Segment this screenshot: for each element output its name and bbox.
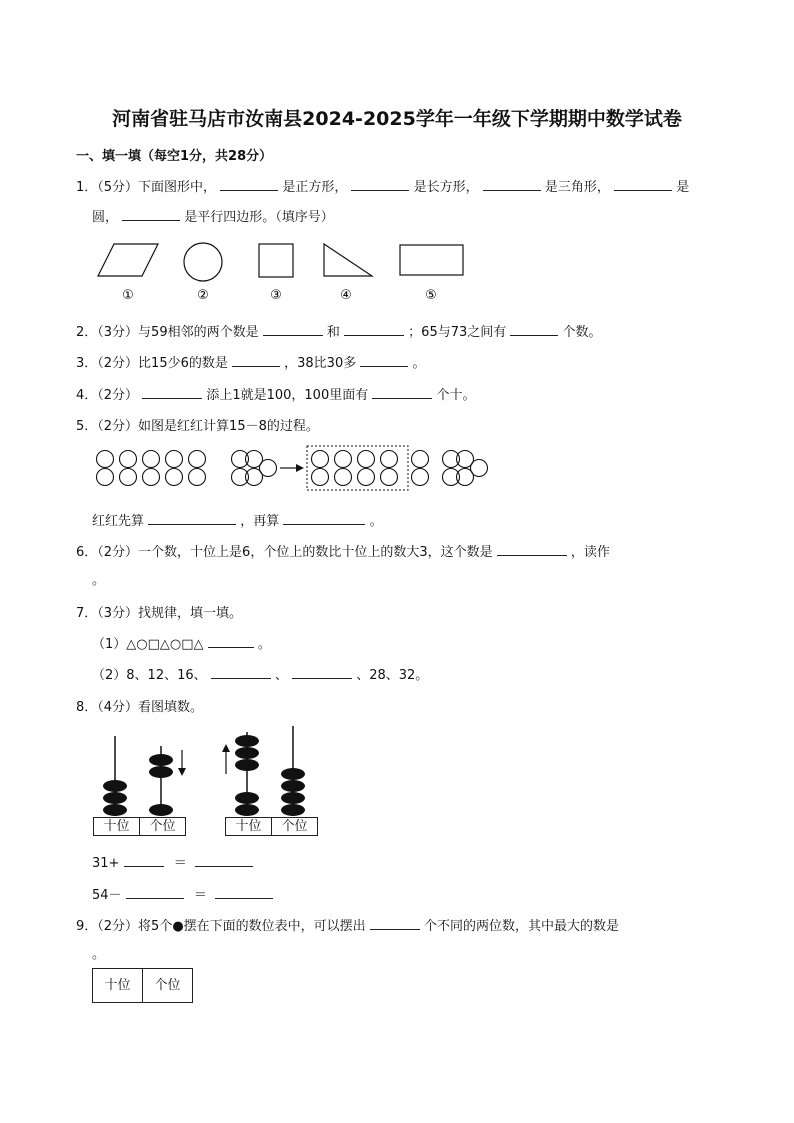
answer-blank[interactable] [232,354,280,367]
answer-blank[interactable] [195,854,253,867]
answer-blank[interactable] [220,178,278,191]
question-9-line-2: 。 [92,947,106,962]
abacus-figure [90,722,322,818]
answer-blank[interactable] [360,354,408,367]
answer-blank[interactable] [263,323,323,336]
question-5-answer [92,510,383,529]
page-title: 河南省驻马店市汝南县2024-2025学年一年级下学期期中数学试卷 [112,108,682,130]
question-5-text: ，再算 [240,514,280,529]
question-7-text: （2）8、12、16、 [92,668,207,683]
question-6-text: 6．（2分）一个数，十位上是6，个位上的数比十位上的数大3，这个数是 [76,545,493,560]
question-5-text: 红红先算 [92,514,145,529]
answer-blank[interactable] [283,512,365,525]
question-8-equation-2 [92,884,273,903]
question-6-line-2: 。 [92,573,106,588]
question-1-text: 是 [676,180,690,195]
counting-figure [90,444,500,496]
question-5-text: 。 [369,514,383,529]
question-2-text: 和 [326,325,340,340]
question-4-text: 个十。 [436,388,476,403]
shape-label: ① [122,288,134,303]
answer-blank[interactable] [148,512,236,525]
place-value-ones-cell: 个位 [142,968,193,1003]
answer-blank[interactable] [510,323,558,336]
question-9-line-1 [76,915,619,934]
answer-blank[interactable] [344,323,404,336]
question-2-text: 个数。 [562,325,602,340]
answer-blank[interactable] [372,386,432,399]
answer-blank[interactable] [370,917,420,930]
answer-blank[interactable] [483,178,541,191]
question-8-text: 31+ [92,856,120,871]
abacus-2-tens-label: 十位 [225,817,272,836]
answer-blank[interactable] [124,854,164,867]
question-7: 7．（3分）找规律，填一填。 [76,606,243,621]
question-7-text: 、 [274,668,288,683]
question-3-text: 。 [412,356,426,371]
question-8-equation-1 [92,852,253,871]
question-2-text: 2．（3分）与59相邻的两个数是 [76,325,259,340]
triangle-shape [324,244,372,276]
question-1-text: 是正方形， [282,180,348,195]
question-1-text: 是三角形， [544,180,610,195]
answer-blank[interactable] [351,178,409,191]
question-7-part-1 [92,633,271,652]
question-3-text: ，38比30多 [284,356,357,371]
question-3-text: 3．（2分）比15少6的数是 [76,356,228,371]
circle-shape [184,243,222,281]
question-7-text: 、28、32。 [356,668,429,683]
question-9-text: 个不同的两位数，其中最大的数是 [423,919,619,934]
answer-blank[interactable] [211,666,271,679]
question-7-text: 。 [257,637,271,652]
abacus-2-ones-label: 个位 [271,817,318,836]
answer-blank[interactable] [614,178,672,191]
question-6-text: ，读作 [570,545,610,560]
question-4-text: 添上1就是100，100里面有 [206,388,369,403]
question-8-text: 54－ [92,888,122,903]
shapes-figure [90,238,480,308]
question-6-line-1 [76,541,610,560]
shape-label: ② [197,288,209,303]
question-3 [76,352,426,371]
abacus-1-ones-label: 个位 [139,817,186,836]
question-2-text: ；65与73之间有 [408,325,507,340]
question-2 [76,321,602,340]
question-1-text: 是平行四边形。（填序号） [184,210,334,225]
answer-blank[interactable] [208,635,254,648]
question-9-text: 9．（2分）将5个●摆在下面的数位表中，可以摆出 [76,919,366,934]
question-1-line-2 [92,206,334,225]
question-8-text: ＝ [173,856,187,871]
question-5: 5．（2分）如图是红红计算15－8的过程。 [76,419,319,434]
question-4 [76,384,476,403]
question-4-text: 4．（2分） [76,388,139,403]
question-1-line-1 [76,176,689,195]
question-7-part-2 [92,664,428,683]
answer-blank[interactable] [126,886,184,899]
shape-label: ③ [270,288,282,303]
answer-blank[interactable] [122,208,180,221]
question-8-text: ＝ [193,888,207,903]
place-value-tens-cell: 十位 [92,968,143,1003]
question-1-text: 是长方形， [413,180,479,195]
parallelogram-shape [98,244,158,276]
question-7-text: （1）△○□△○□△ [92,637,204,652]
question-1-text: 1．（5分）下面图形中， [76,180,217,195]
answer-blank[interactable] [215,886,273,899]
square-shape [259,244,293,277]
abacus-1-tens-label: 十位 [93,817,140,836]
section-heading: 一、填一填（每空1分，共28分） [76,149,273,164]
answer-blank[interactable] [292,666,352,679]
rectangle-shape [400,245,463,275]
question-1-text: 圆， [92,210,119,225]
shape-label: ⑤ [425,288,437,303]
shape-label: ④ [340,288,352,303]
answer-blank[interactable] [142,386,202,399]
answer-blank[interactable] [497,543,567,556]
question-8: 8．（4分）看图填数。 [76,700,204,715]
